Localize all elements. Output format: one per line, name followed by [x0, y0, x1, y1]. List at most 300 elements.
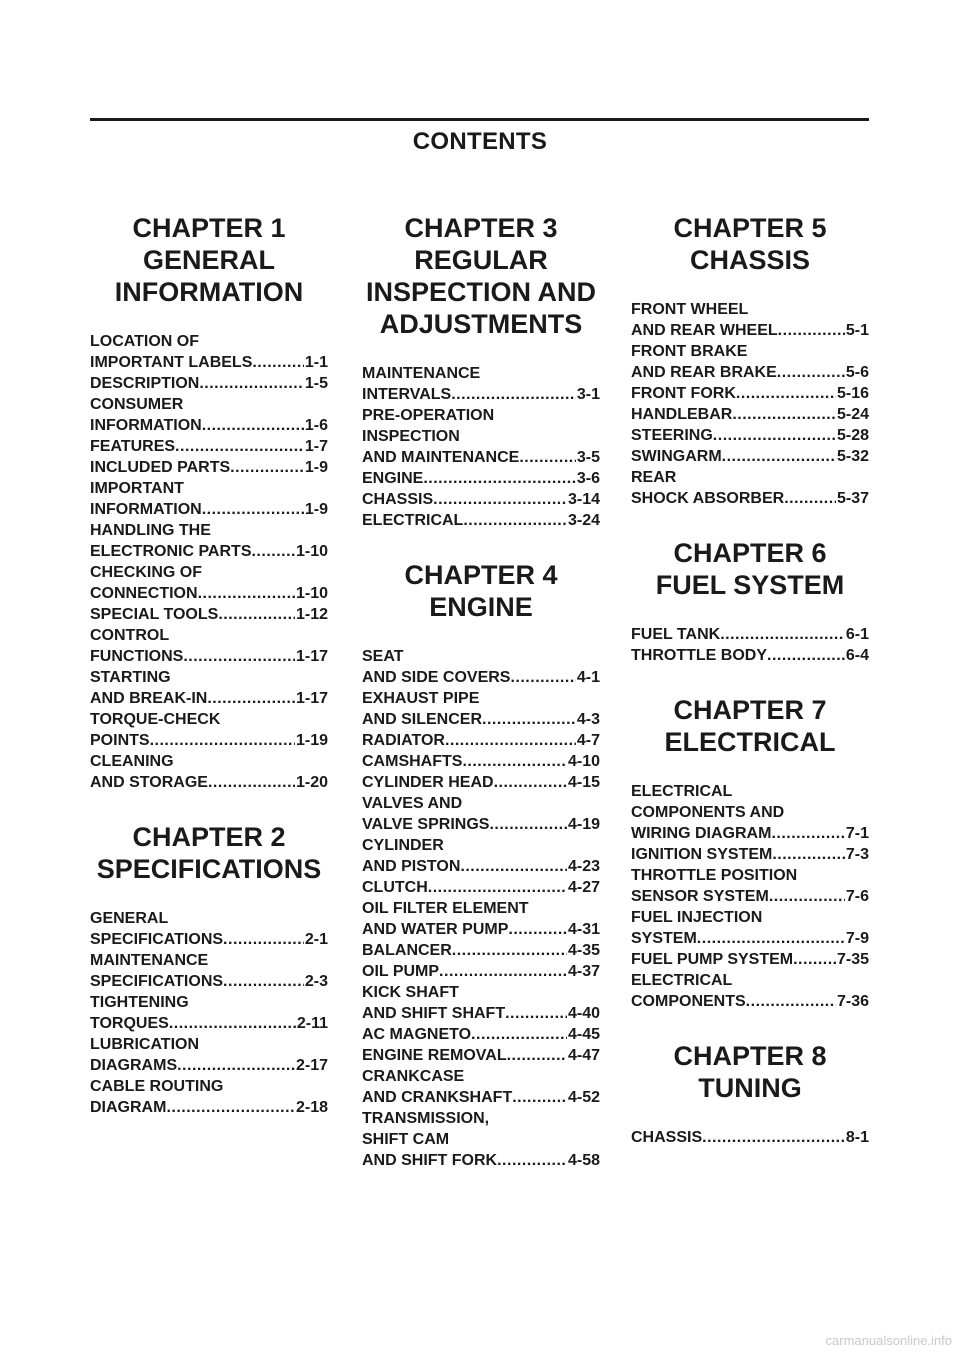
toc-entry-title: AND SHIFT SHAFT — [362, 1005, 506, 1022]
toc-entry[interactable] — [362, 898, 600, 940]
toc-entry[interactable] — [362, 1045, 600, 1066]
chapter-gap — [362, 531, 600, 559]
toc-entry-line: HANDLING THE — [90, 522, 211, 539]
chapter-heading-line: CHAPTER 2 — [132, 822, 286, 852]
page-number: 7-3 — [845, 846, 869, 863]
page-number: 1-1 — [304, 354, 328, 371]
page-number: 4-15 — [567, 774, 600, 791]
page-number: 1-10 — [295, 585, 328, 602]
toc-entry-leader-line — [631, 1127, 869, 1148]
page-number: 4-37 — [567, 963, 600, 980]
toc-entry-leader-line — [362, 468, 600, 489]
toc-entry[interactable] — [362, 489, 600, 510]
toc-entry-title: OIL PUMP — [362, 963, 440, 980]
toc-entry-leader-line — [90, 583, 328, 604]
chapter-heading-line: CHAPTER 6 — [673, 538, 827, 568]
toc-entry[interactable] — [362, 961, 600, 982]
chapter-entries — [90, 331, 328, 793]
chapter-heading-line: CHAPTER 7 — [673, 695, 827, 725]
chapter-heading — [362, 212, 600, 340]
toc-entry-leader-line — [90, 541, 328, 562]
toc-entry-title: VALVE SPRINGS — [362, 816, 490, 833]
dot-leader — [199, 373, 304, 394]
toc-entry-title: FUEL PUMP SYSTEM — [631, 951, 794, 968]
toc-entry-line: PRE-OPERATION — [362, 407, 495, 424]
toc-entry[interactable] — [362, 1024, 600, 1045]
toc-entry-title: AND SILENCER — [362, 711, 483, 728]
toc-entry-leader-line — [90, 352, 328, 373]
toc-entry-title: INFORMATION — [90, 501, 202, 518]
toc-entry-title: AND REAR BRAKE — [631, 364, 777, 381]
toc-entry-leader-line — [362, 510, 600, 531]
dot-leader — [223, 971, 304, 992]
toc-entry[interactable] — [631, 624, 869, 645]
dot-leader — [746, 991, 836, 1012]
chapter-heading — [362, 559, 600, 623]
toc-entry[interactable] — [90, 751, 328, 793]
page-number: 7-36 — [836, 993, 869, 1010]
toc-entry[interactable] — [362, 751, 600, 772]
toc-entry[interactable] — [90, 331, 328, 373]
toc-entry-line: OIL FILTER ELEMENT — [362, 900, 529, 917]
dot-leader — [175, 436, 304, 457]
top-rule — [90, 118, 869, 121]
chapter-heading-line: CHAPTER 8 — [673, 1041, 827, 1071]
toc-entry-leader-line — [362, 447, 600, 468]
toc-entry[interactable] — [362, 1066, 600, 1108]
page-number: 4-23 — [567, 858, 600, 875]
page-number: 4-7 — [576, 732, 600, 749]
toc-entry[interactable] — [90, 625, 328, 667]
toc-entry-title: AND BREAK-IN — [90, 690, 208, 707]
toc-entry[interactable] — [90, 950, 328, 992]
dot-leader — [767, 645, 845, 666]
toc-entry-leader-line — [90, 688, 328, 709]
page-number: 4-19 — [567, 816, 600, 833]
toc-entry-line: CONTROL — [90, 627, 170, 644]
toc-entry-leader-line — [631, 383, 869, 404]
chapter-heading-line: ELECTRICAL — [664, 727, 836, 757]
page-number: 4-45 — [567, 1026, 600, 1043]
chapter-entries — [362, 363, 600, 531]
toc-entry-leader-line — [631, 645, 869, 666]
toc-entry-leader-line — [90, 730, 328, 751]
chapter-heading — [631, 694, 869, 758]
toc-entry-leader-line — [362, 772, 600, 793]
toc-entry-line: KICK SHAFT — [362, 984, 459, 1001]
chapter-heading-line: ENGINE — [429, 592, 533, 622]
chapter-block — [362, 212, 600, 531]
toc-entry[interactable] — [90, 667, 328, 709]
toc-entry-leader-line — [90, 1055, 328, 1076]
dot-leader — [519, 447, 576, 468]
page-number: 2-17 — [295, 1057, 328, 1074]
page-number: 3-5 — [576, 449, 600, 466]
toc-entry-title: CHASSIS — [631, 1129, 703, 1146]
page-number: 5-37 — [836, 490, 869, 507]
toc-entry[interactable] — [631, 645, 869, 666]
toc-entry-leader-line — [90, 1013, 328, 1034]
toc-entry[interactable] — [90, 478, 328, 520]
toc-entry[interactable] — [90, 394, 328, 436]
page-number: 8-1 — [845, 1129, 869, 1146]
toc-entry-title: DESCRIPTION — [90, 375, 200, 392]
toc-entry[interactable] — [631, 446, 869, 467]
page-number: 7-6 — [845, 888, 869, 905]
toc-entry[interactable] — [631, 970, 869, 1012]
page-number: 5-16 — [836, 385, 869, 402]
toc-entry-leader-line — [90, 971, 328, 992]
toc-entry[interactable] — [631, 865, 869, 907]
chapter-gap — [631, 1012, 869, 1040]
toc-entry-leader-line — [631, 949, 869, 970]
page-number: 1-19 — [295, 732, 328, 749]
toc-entry-title: SHOCK ABSORBER — [631, 490, 785, 507]
toc-entry-leader-line — [362, 384, 600, 405]
dot-leader — [439, 961, 567, 982]
dot-leader — [777, 362, 845, 383]
page-number: 5-28 — [836, 427, 869, 444]
toc-entry[interactable] — [631, 949, 869, 970]
chapter-entries — [631, 781, 869, 1012]
toc-entry-title: ELECTRICAL — [362, 512, 464, 529]
page-number: 2-1 — [304, 931, 328, 948]
page-number: 6-1 — [845, 626, 869, 643]
toc-entry-leader-line — [90, 646, 328, 667]
toc-entry-leader-line — [631, 823, 869, 844]
dot-leader — [720, 624, 845, 645]
page-number: 2-18 — [295, 1099, 328, 1116]
toc-entry[interactable] — [90, 1034, 328, 1076]
toc-entry[interactable] — [362, 982, 600, 1024]
toc-entry-leader-line — [90, 772, 328, 793]
page-number: 2-11 — [296, 1015, 328, 1032]
toc-entry-leader-line — [362, 489, 600, 510]
toc-entry-title: CHASSIS — [362, 491, 434, 508]
toc-entry-line: CRANKCASE — [362, 1068, 465, 1085]
toc-entry[interactable] — [362, 1108, 600, 1171]
chapter-heading-line: ADJUSTMENTS — [379, 309, 583, 339]
page-number: 4-1 — [576, 669, 600, 686]
toc-entry-leader-line — [90, 604, 328, 625]
page-number: 7-35 — [836, 951, 869, 968]
chapter-block — [631, 1040, 869, 1148]
toc-entry-leader-line — [362, 1045, 600, 1066]
chapter-heading — [631, 212, 869, 276]
dot-leader — [508, 919, 567, 940]
dot-leader — [722, 446, 836, 467]
toc-entry-leader-line — [631, 844, 869, 865]
page-number: 7-9 — [845, 930, 869, 947]
toc-entry[interactable] — [90, 908, 328, 950]
chapter-heading-line: CHAPTER 4 — [404, 560, 558, 590]
dot-leader — [505, 1003, 567, 1024]
dot-leader — [471, 1024, 567, 1045]
toc-entry-line: TIGHTENING — [90, 994, 189, 1011]
page-number: 5-1 — [845, 322, 869, 339]
dot-leader — [772, 844, 845, 865]
toc-entry-line: FRONT BRAKE — [631, 343, 748, 360]
page-number: 4-3 — [576, 711, 600, 728]
toc-entry[interactable] — [362, 877, 600, 898]
chapter-block — [362, 559, 600, 1171]
toc-entry-leader-line — [362, 1024, 600, 1045]
dot-leader — [482, 709, 576, 730]
chapter-entries — [631, 1127, 869, 1148]
dot-leader — [166, 1097, 295, 1118]
contents-column-3 — [631, 212, 869, 1148]
toc-entry-title: AND CRANKSHAFT — [362, 1089, 513, 1106]
toc-entry-title: AND PISTON — [362, 858, 461, 875]
dot-leader — [494, 772, 567, 793]
toc-entry-title: INTERVALS — [362, 386, 452, 403]
dot-leader — [793, 949, 836, 970]
page-number: 1-12 — [295, 606, 328, 623]
toc-entry[interactable] — [362, 688, 600, 730]
page-number: 5-24 — [836, 406, 869, 423]
toc-entry[interactable] — [90, 709, 328, 751]
toc-entry[interactable] — [362, 468, 600, 489]
toc-entry-line: CONSUMER — [90, 396, 184, 413]
toc-entry-line: CHECKING OF — [90, 564, 202, 581]
dot-leader — [451, 384, 576, 405]
toc-entry[interactable] — [631, 341, 869, 383]
dot-leader — [428, 877, 567, 898]
toc-entry-title: CAMSHAFTS — [362, 753, 463, 770]
toc-entry[interactable] — [631, 299, 869, 341]
page-number: 4-10 — [567, 753, 600, 770]
chapter-heading-line: CHASSIS — [689, 245, 811, 275]
dot-leader — [251, 541, 294, 562]
chapter-heading-line: CHAPTER 5 — [673, 213, 827, 243]
toc-entry-title: IMPORTANT LABELS — [90, 354, 253, 371]
toc-entry-leader-line — [631, 446, 869, 467]
toc-entry-line: CABLE ROUTING — [90, 1078, 224, 1095]
dot-leader — [202, 499, 304, 520]
toc-entry-line: IMPORTANT — [90, 480, 184, 497]
page-number: 4-31 — [567, 921, 600, 938]
page-number: 1-10 — [295, 543, 328, 560]
toc-entry-title: AC MAGNETO — [362, 1026, 472, 1043]
toc-entry-title: INFORMATION — [90, 417, 202, 434]
page-number: 3-14 — [567, 491, 600, 508]
dot-leader — [202, 415, 304, 436]
toc-entry[interactable] — [362, 940, 600, 961]
toc-entry-leader-line — [631, 886, 869, 907]
toc-entry[interactable] — [90, 520, 328, 562]
toc-entry[interactable] — [90, 604, 328, 625]
chapter-entries — [631, 624, 869, 666]
toc-entry[interactable] — [631, 404, 869, 425]
toc-entry-leader-line — [90, 415, 328, 436]
toc-entry-title: TORQUES — [90, 1015, 169, 1032]
toc-entry-leader-line — [362, 814, 600, 835]
toc-entry[interactable] — [362, 405, 600, 468]
toc-entry-title: AND REAR WHEEL — [631, 322, 778, 339]
toc-entry-title: SWINGARM — [631, 448, 722, 465]
toc-entry[interactable] — [631, 907, 869, 949]
toc-entry-title: SPECIFICATIONS — [90, 973, 224, 990]
toc-entry-title: DIAGRAMS — [90, 1057, 178, 1074]
dot-leader — [697, 928, 845, 949]
toc-entry-line: FRONT WHEEL — [631, 301, 749, 318]
page-number: 6-4 — [845, 647, 869, 664]
toc-entry-title: WIRING DIAGRAM — [631, 825, 772, 842]
chapter-heading — [90, 821, 328, 885]
toc-entry[interactable] — [631, 383, 869, 404]
toc-entry[interactable] — [631, 425, 869, 446]
chapter-heading-line: FUEL SYSTEM — [655, 570, 845, 600]
page-number: 5-6 — [845, 364, 869, 381]
dot-leader — [223, 929, 304, 950]
toc-entry-title: SPECIAL TOOLS — [90, 606, 219, 623]
toc-entry-title: FUNCTIONS — [90, 648, 184, 665]
toc-entry-line: INSPECTION — [362, 428, 460, 445]
toc-entry-leader-line — [631, 991, 869, 1012]
toc-entry[interactable] — [90, 992, 328, 1034]
page-number: 1-9 — [304, 501, 328, 518]
dot-leader — [489, 814, 567, 835]
chapter-heading-line: CHAPTER 3 — [404, 213, 558, 243]
toc-entry-line: SEAT — [362, 648, 404, 665]
chapter-block — [631, 212, 869, 509]
page-number: 4-52 — [567, 1089, 600, 1106]
page-number: 1-20 — [295, 774, 328, 791]
chapter-heading — [631, 537, 869, 601]
dot-leader — [207, 688, 295, 709]
chapter-heading-line: TUNING — [698, 1073, 802, 1103]
page-number: 1-6 — [304, 417, 328, 434]
toc-entry-leader-line — [631, 488, 869, 509]
toc-entry-line: VALVES AND — [362, 795, 463, 812]
dot-leader — [769, 886, 845, 907]
toc-entry-line: CYLINDER — [362, 837, 444, 854]
toc-entry[interactable] — [90, 1076, 328, 1118]
page-number: 2-3 — [304, 973, 328, 990]
toc-entry-line: MAINTENANCE — [90, 952, 209, 969]
toc-entry-line: LUBRICATION — [90, 1036, 200, 1053]
dot-leader — [445, 730, 576, 751]
toc-entry-line: ELECTRICAL — [631, 783, 733, 800]
toc-entry-line: EXHAUST PIPE — [362, 690, 480, 707]
toc-entry-title: CONNECTION — [90, 585, 198, 602]
chapter-heading-line: GENERAL — [142, 245, 275, 275]
toc-entry-leader-line — [631, 362, 869, 383]
toc-entry-title: INCLUDED PARTS — [90, 459, 231, 476]
toc-entry-title: HANDLEBAR — [631, 406, 733, 423]
toc-entry-line: THROTTLE POSITION — [631, 867, 798, 884]
toc-entry[interactable] — [90, 436, 328, 457]
toc-entry[interactable] — [90, 373, 328, 394]
toc-entry[interactable] — [362, 510, 600, 531]
toc-entry-leader-line — [90, 457, 328, 478]
toc-entry-title: IGNITION SYSTEM — [631, 846, 773, 863]
toc-entry-line: TRANSMISSION, — [362, 1110, 490, 1127]
toc-entry-leader-line — [90, 436, 328, 457]
toc-entry-leader-line — [631, 928, 869, 949]
toc-entry-leader-line — [362, 751, 600, 772]
dot-leader — [702, 1127, 845, 1148]
toc-entry-title: SPECIFICATIONS — [90, 931, 224, 948]
dot-leader — [433, 489, 567, 510]
chapter-entries — [362, 646, 600, 1171]
toc-entry-title: STEERING — [631, 427, 713, 444]
toc-entry[interactable] — [631, 1127, 869, 1148]
page-number: 3-24 — [567, 512, 600, 529]
toc-entry-line: SHIFT CAM — [362, 1131, 450, 1148]
toc-entry-leader-line — [362, 730, 600, 751]
toc-entry[interactable] — [362, 646, 600, 688]
toc-entry-title: FUEL TANK — [631, 626, 721, 643]
page-number: 1-17 — [295, 690, 328, 707]
dot-leader — [510, 667, 575, 688]
chapter-heading-line: REGULAR — [414, 245, 548, 275]
toc-entry-title: RADIATOR — [362, 732, 445, 749]
toc-entry-leader-line — [362, 877, 600, 898]
dot-leader — [771, 823, 844, 844]
page-number: 3-6 — [576, 470, 600, 487]
dot-leader — [252, 352, 304, 373]
chapter-block — [631, 694, 869, 1012]
toc-entry-title: SYSTEM — [631, 930, 697, 947]
toc-entry[interactable] — [362, 363, 600, 405]
chapter-heading-line: SPECIFICATIONS — [96, 854, 322, 884]
toc-entry-title: ENGINE REMOVAL — [362, 1047, 507, 1064]
chapter-entries — [631, 299, 869, 509]
toc-entry[interactable] — [362, 835, 600, 877]
toc-entry-leader-line — [631, 624, 869, 645]
dot-leader — [460, 856, 567, 877]
chapter-block — [631, 537, 869, 666]
toc-entry[interactable] — [90, 562, 328, 604]
dot-leader — [463, 510, 567, 531]
dot-leader — [230, 457, 304, 478]
toc-entry-leader-line — [362, 709, 600, 730]
dot-leader — [169, 1013, 296, 1034]
dot-leader — [452, 940, 567, 961]
toc-entry-title: COMPONENTS — [631, 993, 746, 1010]
toc-entry[interactable] — [631, 844, 869, 865]
toc-entry-line: COMPONENTS AND — [631, 804, 785, 821]
page-number: 4-35 — [567, 942, 600, 959]
dot-leader — [150, 730, 295, 751]
toc-entry[interactable] — [362, 793, 600, 835]
contents-column-2 — [362, 212, 600, 1171]
toc-entry-title: AND MAINTENANCE — [362, 449, 520, 466]
toc-entry-title: AND WATER PUMP — [362, 921, 509, 938]
toc-entry-leader-line — [362, 1087, 600, 1108]
toc-entry-title: FRONT FORK — [631, 385, 736, 402]
toc-entry-line: MAINTENANCE — [362, 365, 481, 382]
toc-entry[interactable] — [362, 772, 600, 793]
dot-leader — [736, 383, 836, 404]
toc-entry-title: BALANCER — [362, 942, 452, 959]
toc-entry-title: ELECTRONIC PARTS — [90, 543, 252, 560]
dot-leader — [497, 1150, 567, 1171]
chapter-heading — [631, 1040, 869, 1104]
chapter-gap — [631, 666, 869, 694]
page-number: 4-40 — [567, 1005, 600, 1022]
toc-entry-title: AND STORAGE — [90, 774, 208, 791]
dot-leader — [183, 646, 295, 667]
toc-entry[interactable] — [631, 467, 869, 509]
toc-entry-line: GENERAL — [90, 910, 169, 927]
toc-entry-leader-line — [90, 499, 328, 520]
toc-entry[interactable] — [90, 457, 328, 478]
toc-entry[interactable] — [362, 730, 600, 751]
toc-entry[interactable] — [631, 781, 869, 844]
toc-entry-leader-line — [362, 1150, 600, 1171]
